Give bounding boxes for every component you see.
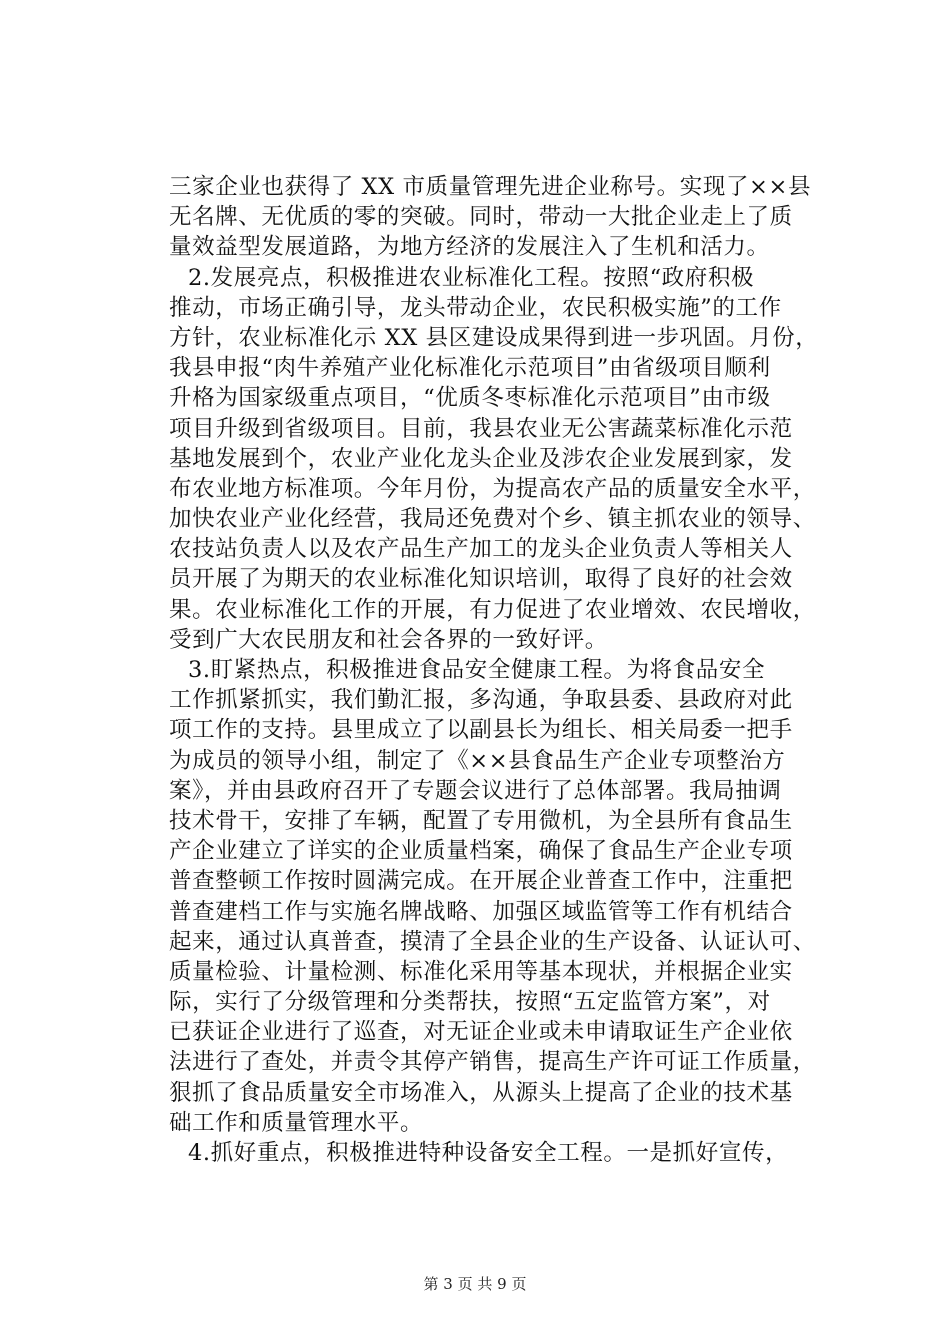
text-line: 无名牌、无优质的零的突破。同时，带动一大批企业走上了质 [169,204,793,231]
body-text [169,172,832,1168]
text-line: 我县申报“肉牛养殖产业化标准化示范项目”由省级项目顺利 [169,355,771,382]
text-line: 础工作和质量管理水平。 [169,1109,424,1136]
text-line: 普查建档工作与实施名牌战略、加强区域监管等工作有机结合 [169,898,793,925]
text-line: 推动，市场正确引导，龙头带动企业，农民积极实施”的工作 [169,294,782,321]
text-line: 项工作的支持。县里成立了以副县长为组长、相关局委一把手 [169,717,793,744]
text-line: 为成员的领导小组，制定了《××县食品生产企业专项整治方 [169,747,786,774]
text-line: 方针，农业标准化示 XX 县区建设成果得到进一步巩固。月份， [169,324,819,351]
text-line: 农技站负责人以及农产品生产加工的龙头企业负责人等相关人 [169,536,793,563]
paragraph-heading-line: 2.发展亮点，积极推进农业标准化工程。按照“政府积极 [188,264,755,291]
page-number-footer: 第 3 页 共 9 页 [423,1275,527,1293]
text-line: 布农业地方标准项。今年月份，为提高农产品的质量安全水平， [169,475,816,502]
text-line: 起来，通过认真普查，摸清了全县企业的生产设备、认证认可、 [169,928,816,955]
text-line: 已获证企业进行了巡查，对无证企业或未申请取证生产企业依 [169,1019,793,1046]
text-line: 量效益型发展道路，为地方经济的发展注入了生机和活力。 [169,234,770,261]
text-line: 员开展了为期天的农业标准化知识培训，取得了良好的社会效 [169,566,793,593]
text-line: 普查整顿工作按时圆满完成。在开展企业普查工作中，注重把 [169,868,793,895]
text-line: 际，实行了分级管理和分类帮扶，按照“五定监管方案”，对 [169,989,771,1016]
text-line: 质量检验、计量检测、标准化采用等基本现状，并根据企业实 [169,958,793,985]
text-line: 技术骨干，安排了车辆，配置了专用微机，为全县所有食品生 [169,807,793,834]
text-line: 产企业建立了详实的企业质量档案，确保了食品生产企业专项 [169,838,793,865]
text-line: 加快农业产业化经营，我局还免费对个乡、镇主抓农业的领导、 [169,506,816,533]
text-line: 项目升级到省级项目。目前，我县农业无公害蔬菜标准化示范 [169,415,793,442]
paragraph-heading-line: 4.抓好重点，积极推进特种设备安全工程。一是抓好宣传， [188,1140,789,1166]
text-line: 法进行了查处，并责令其停产销售，提高生产许可证工作质量， [169,1049,816,1076]
text-line: 升格为国家级重点项目，“优质冬枣标准化示范项目”由市级 [169,385,771,412]
text-line: 三家企业也获得了 XX 市质量管理先进企业称号。实现了××县 [169,174,812,200]
text-line: 狠抓了食品质量安全市场准入，从源头上提高了企业的技术基 [169,1079,793,1106]
text-line: 案》，并由县政府召开了专题会议进行了总体部署。我局抽调 [169,777,782,804]
text-line: 工作抓紧抓实，我们勤汇报，多沟通，争取县委、县政府对此 [169,687,793,714]
text-line: 受到广大农民朋友和社会各界的一致好评。 [169,626,608,653]
text-line: 果。农业标准化工作的开展，有力促进了农业增效、农民增收， [169,596,816,623]
paragraph-heading-line: 3.盯紧热点，积极推进食品安全健康工程。为将食品安全 [188,657,766,683]
text-line: 基地发展到个，农业产业化龙头企业及涉农企业发展到家，发 [169,445,793,472]
